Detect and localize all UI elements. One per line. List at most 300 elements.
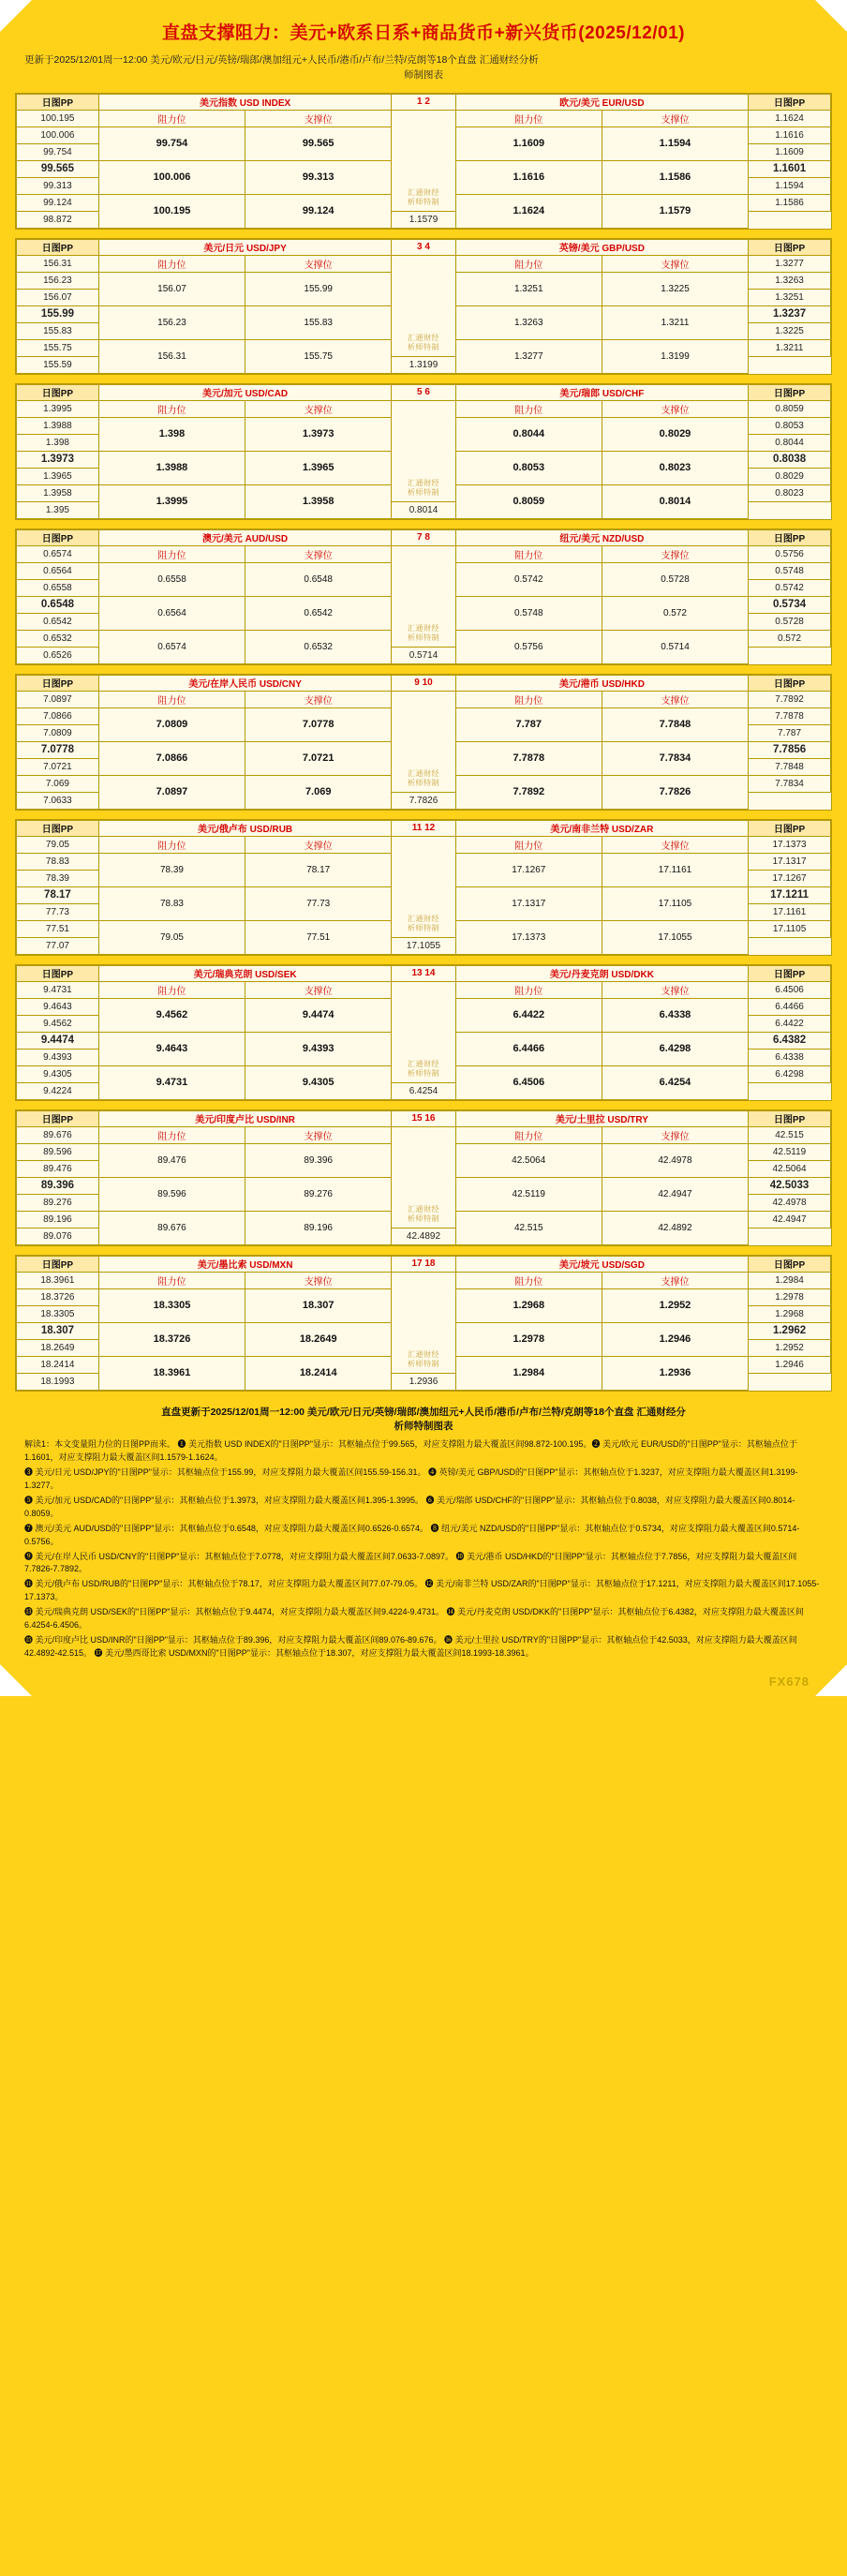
pp-value-left-6: 9.4224 bbox=[17, 1082, 99, 1099]
pair-title-left: 澳元/美元 AUD/USD bbox=[98, 529, 391, 545]
resistance-header-left: 阻力位 bbox=[98, 836, 245, 853]
footer-note-3: ❼ 澳元/美元 AUD/USD的"日图PP"显示：其枢轴点位于0.6548，对应支撑阻力最大覆盖区间0.6526-0.6574。 ❽ 纽元/美元 NZD/USD的"日图PP"显示：其枢轴点位于0.5734，对应支撑阻力最大覆盖区间0.5714-0.5756。 bbox=[24, 1523, 800, 1546]
resistance-header-right: 阻力位 bbox=[455, 836, 602, 853]
footer-heading bbox=[0, 1400, 847, 1439]
block-index: 17 18 bbox=[392, 1256, 455, 1272]
pp-value-left-5: 18.2414 bbox=[17, 1356, 99, 1373]
resistance-value-right-2: 42.515 bbox=[455, 1211, 602, 1244]
pp-value-left-5: 9.4305 bbox=[17, 1065, 99, 1082]
corner-decoration-bottom-left bbox=[0, 1664, 32, 1696]
watermark-text: 汇通财经 bbox=[407, 333, 439, 342]
pp-value-left-4: 89.276 bbox=[17, 1194, 99, 1211]
support-value-left-2: 0.6532 bbox=[245, 630, 392, 663]
support-value-left-2: 99.124 bbox=[245, 194, 392, 228]
pivot-table-block bbox=[15, 819, 832, 956]
pp-value-right-6: 1.3199 bbox=[392, 356, 455, 373]
resistance-header-left: 阻力位 bbox=[98, 400, 245, 417]
resistance-value-left-0: 0.6558 bbox=[98, 562, 245, 596]
pp-header-right: 日图PP bbox=[749, 965, 831, 981]
resistance-value-left-1: 78.83 bbox=[98, 886, 245, 920]
support-value-left-0: 155.99 bbox=[245, 272, 392, 305]
support-header-left: 支撑位 bbox=[245, 110, 392, 127]
pair-title-right: 美元/坡元 USD/SGD bbox=[455, 1256, 748, 1272]
resistance-header-right: 阻力位 bbox=[455, 110, 602, 127]
pair-title-left: 美元/加元 USD/CAD bbox=[98, 384, 391, 400]
support-value-left-0: 89.396 bbox=[245, 1143, 392, 1177]
pp-value-right-1: 1.1616 bbox=[749, 127, 831, 143]
resistance-header-left: 阻力位 bbox=[98, 1126, 245, 1143]
pp-value-right-0: 7.7892 bbox=[749, 691, 831, 707]
pp-value-right-4: 1.2952 bbox=[749, 1339, 831, 1356]
pp-value-left-3: 7.0778 bbox=[17, 741, 99, 758]
support-value-left-0: 9.4474 bbox=[245, 998, 392, 1032]
support-value-left-0: 99.565 bbox=[245, 127, 392, 160]
pp-header-left: 日图PP bbox=[17, 1110, 99, 1126]
pp-value-left-0: 9.4731 bbox=[17, 981, 99, 998]
pp-value-left-4: 7.0721 bbox=[17, 758, 99, 775]
pair-title-right: 欧元/美元 EUR/USD bbox=[455, 94, 748, 110]
pp-value-right-3: 17.1211 bbox=[749, 886, 831, 903]
support-header-left: 支撑位 bbox=[245, 836, 392, 853]
support-value-left-2: 89.196 bbox=[245, 1211, 392, 1244]
footer-heading-line-1: 直盘更新于2025/12/01周一12:00 美元/欧元/日元/英镑/瑞郎/澳加纽元+人民币/港币/卢布/兰特/克朗等18个直盘 汇通财经分 bbox=[161, 1406, 686, 1418]
support-value-left-2: 18.2414 bbox=[245, 1356, 392, 1390]
pp-value-left-2: 9.4562 bbox=[17, 1015, 99, 1032]
support-value-left-1: 77.73 bbox=[245, 886, 392, 920]
support-value-left-0: 78.17 bbox=[245, 853, 392, 886]
page-subtitle bbox=[0, 52, 847, 93]
support-value-right-0: 1.1594 bbox=[602, 127, 748, 160]
support-value-left-2: 9.4305 bbox=[245, 1065, 392, 1099]
pair-title-right: 英镑/美元 GBP/USD bbox=[455, 239, 748, 255]
pp-value-left-5: 0.6532 bbox=[17, 630, 99, 647]
resistance-value-right-1: 7.7878 bbox=[455, 741, 602, 775]
pp-value-right-4: 0.5728 bbox=[749, 613, 831, 630]
support-value-right-0: 42.4978 bbox=[602, 1143, 748, 1177]
pivot-table-block bbox=[15, 238, 832, 375]
resistance-value-right-0: 0.5742 bbox=[455, 562, 602, 596]
support-value-right-2: 1.3199 bbox=[602, 339, 748, 373]
spacer-cell bbox=[392, 1126, 455, 1228]
corner-decoration-top-left bbox=[0, 0, 32, 32]
resistance-value-left-2: 9.4731 bbox=[98, 1065, 245, 1099]
pp-value-left-6: 77.07 bbox=[17, 937, 99, 954]
support-value-left-1: 89.276 bbox=[245, 1177, 392, 1211]
footer-note-6: ⓭ 美元/瑞典克朗 USD/SEK的"日图PP"显示：其枢轴点位于9.4474，对应支撑阻力最大覆盖区间9.4224-9.4731。 ⓮ 美元/丹麦克朗 USD/DKK的"日图PP"显示：其枢轴点位于6.4382，对应支撑阻力最大覆盖区间6.4254-6.4506。 bbox=[24, 1607, 804, 1630]
support-value-left-2: 1.3958 bbox=[245, 484, 392, 518]
pp-value-right-2: 7.787 bbox=[749, 724, 831, 741]
resistance-value-left-1: 100.006 bbox=[98, 160, 245, 194]
pp-value-left-3: 78.17 bbox=[17, 886, 99, 903]
pp-value-left-6: 89.076 bbox=[17, 1228, 99, 1244]
pair-title-right: 美元/土里拉 USD/TRY bbox=[455, 1110, 748, 1126]
support-header-right: 支撑位 bbox=[602, 255, 748, 272]
pp-value-right-3: 0.8038 bbox=[749, 451, 831, 468]
pp-value-left-4: 1.3965 bbox=[17, 468, 99, 484]
pp-value-right-0: 0.5756 bbox=[749, 545, 831, 562]
support-value-right-1: 0.8023 bbox=[602, 451, 748, 484]
footer-heading-line-2: 析师特制图表 bbox=[394, 1421, 453, 1433]
pp-header-right: 日图PP bbox=[749, 239, 831, 255]
resistance-value-right-1: 1.3263 bbox=[455, 305, 602, 339]
pivot-table-block bbox=[15, 1109, 832, 1246]
resistance-value-right-0: 42.5064 bbox=[455, 1143, 602, 1177]
corner-decoration-bottom-right bbox=[815, 1664, 847, 1696]
pp-value-left-4: 77.73 bbox=[17, 903, 99, 920]
pp-value-left-2: 1.398 bbox=[17, 434, 99, 451]
watermark-text-2: 析师特制 bbox=[407, 197, 439, 206]
pair-title-right: 美元/南非兰特 USD/ZAR bbox=[455, 820, 748, 836]
pp-value-right-6: 17.1055 bbox=[392, 937, 455, 954]
resistance-value-right-2: 0.5756 bbox=[455, 630, 602, 663]
pp-value-left-2: 7.0809 bbox=[17, 724, 99, 741]
pp-value-left-5: 7.069 bbox=[17, 775, 99, 792]
support-header-left: 支撑位 bbox=[245, 1272, 392, 1288]
support-value-right-0: 1.3225 bbox=[602, 272, 748, 305]
support-header-right: 支撑位 bbox=[602, 836, 748, 853]
resistance-value-right-0: 7.787 bbox=[455, 707, 602, 741]
pp-value-left-3: 1.3973 bbox=[17, 451, 99, 468]
resistance-value-right-1: 42.5119 bbox=[455, 1177, 602, 1211]
pp-value-left-2: 78.39 bbox=[17, 870, 99, 886]
pp-value-right-5: 0.8023 bbox=[749, 484, 831, 501]
pp-value-right-5: 0.572 bbox=[749, 630, 831, 647]
support-header-left: 支撑位 bbox=[245, 691, 392, 707]
block-index: 7 8 bbox=[392, 529, 455, 545]
block-index: 13 14 bbox=[392, 965, 455, 981]
resistance-value-left-1: 7.0866 bbox=[98, 741, 245, 775]
support-value-right-2: 6.4254 bbox=[602, 1065, 748, 1099]
pivot-tables-container bbox=[0, 93, 847, 1392]
pp-value-left-0: 18.3961 bbox=[17, 1272, 99, 1288]
support-value-left-1: 9.4393 bbox=[245, 1032, 392, 1065]
support-value-right-1: 1.3211 bbox=[602, 305, 748, 339]
pp-value-left-1: 156.23 bbox=[17, 272, 99, 289]
pivot-table-block bbox=[15, 1255, 832, 1392]
resistance-value-left-2: 100.195 bbox=[98, 194, 245, 228]
support-value-left-2: 77.51 bbox=[245, 920, 392, 954]
support-value-right-1: 17.1105 bbox=[602, 886, 748, 920]
support-value-right-0: 0.5728 bbox=[602, 562, 748, 596]
pp-value-right-3: 1.2962 bbox=[749, 1322, 831, 1339]
pp-value-right-6: 42.4892 bbox=[392, 1228, 455, 1244]
pair-title-left: 美元/俄卢布 USD/RUB bbox=[98, 820, 391, 836]
pp-value-right-0: 6.4506 bbox=[749, 981, 831, 998]
pp-value-right-5: 6.4298 bbox=[749, 1065, 831, 1082]
pp-value-right-4: 7.7848 bbox=[749, 758, 831, 775]
pp-value-right-2: 1.2968 bbox=[749, 1305, 831, 1322]
pp-value-right-1: 7.7878 bbox=[749, 707, 831, 724]
pp-value-right-1: 1.2978 bbox=[749, 1288, 831, 1305]
resistance-value-right-1: 6.4466 bbox=[455, 1032, 602, 1065]
pp-value-left-0: 79.05 bbox=[17, 836, 99, 853]
pair-title-right: 美元/港币 USD/HKD bbox=[455, 675, 748, 691]
pp-header-right: 日图PP bbox=[749, 529, 831, 545]
pp-value-right-0: 42.515 bbox=[749, 1126, 831, 1143]
support-header-right: 支撑位 bbox=[602, 400, 748, 417]
pp-header-right: 日图PP bbox=[749, 1110, 831, 1126]
pp-value-right-5: 1.1586 bbox=[749, 194, 831, 211]
resistance-value-left-1: 9.4643 bbox=[98, 1032, 245, 1065]
support-header-right: 支撑位 bbox=[602, 110, 748, 127]
pp-value-right-2: 1.3251 bbox=[749, 289, 831, 305]
pp-value-left-5: 89.196 bbox=[17, 1211, 99, 1228]
support-value-left-1: 99.313 bbox=[245, 160, 392, 194]
pp-header-left: 日图PP bbox=[17, 675, 99, 691]
support-value-right-1: 7.7834 bbox=[602, 741, 748, 775]
footer-note-7: ⓯ 美元/印度卢比 USD/INR的"日图PP"显示：其枢轴点位于89.396，对应支撑阻力最大覆盖区间89.076-89.676。 ⓰ 美元/土里拉 USD/TRY的"日图PP"显示：其枢轴点位于42.5033，对应支撑阻力最大覆盖区间42.4892-42.515。 ⓱ 美元/墨西哥比索 USD/MXN的"日图PP"显示：其枢轴点位于18.307，对应支撑阻力最大覆盖区间18.1993-18.3961。 bbox=[24, 1635, 797, 1659]
pivot-table-block bbox=[15, 93, 832, 230]
support-value-right-1: 42.4947 bbox=[602, 1177, 748, 1211]
support-value-left-0: 1.3973 bbox=[245, 417, 392, 451]
pp-value-right-5: 1.2946 bbox=[749, 1356, 831, 1373]
pp-value-right-1: 1.3263 bbox=[749, 272, 831, 289]
resistance-value-right-2: 1.2984 bbox=[455, 1356, 602, 1390]
pp-value-left-2: 89.476 bbox=[17, 1160, 99, 1177]
support-value-right-0: 7.7848 bbox=[602, 707, 748, 741]
pair-title-left: 美元/墨比索 USD/MXN bbox=[98, 1256, 391, 1272]
watermark-text: 汇通财经 bbox=[407, 187, 439, 197]
pp-value-left-6: 7.0633 bbox=[17, 792, 99, 809]
pivot-table-block bbox=[15, 383, 832, 520]
pp-header-left: 日图PP bbox=[17, 820, 99, 836]
pp-value-left-0: 100.195 bbox=[17, 110, 99, 127]
corner-decoration-top-right bbox=[815, 0, 847, 32]
support-value-left-0: 0.6548 bbox=[245, 562, 392, 596]
spacer-cell bbox=[392, 545, 455, 647]
resistance-value-left-0: 156.07 bbox=[98, 272, 245, 305]
pp-value-right-2: 0.5742 bbox=[749, 579, 831, 596]
pp-value-right-6: 1.1579 bbox=[392, 211, 455, 228]
pp-value-left-0: 7.0897 bbox=[17, 691, 99, 707]
watermark-text: 汇通财经 bbox=[407, 623, 439, 633]
pp-value-left-0: 156.31 bbox=[17, 255, 99, 272]
resistance-value-right-2: 7.7892 bbox=[455, 775, 602, 809]
pp-header-left: 日图PP bbox=[17, 1256, 99, 1272]
support-value-left-1: 18.2649 bbox=[245, 1322, 392, 1356]
pp-value-right-6: 1.2936 bbox=[392, 1373, 455, 1390]
resistance-header-left: 阻力位 bbox=[98, 691, 245, 707]
pp-value-left-4: 9.4393 bbox=[17, 1049, 99, 1065]
pp-value-right-2: 6.4422 bbox=[749, 1015, 831, 1032]
support-value-right-1: 0.572 bbox=[602, 596, 748, 630]
resistance-value-left-2: 0.6574 bbox=[98, 630, 245, 663]
footer-note-1: ❸ 美元/日元 USD/JPY的"日图PP"显示：其枢轴点位于155.99，对应支撑阻力最大覆盖区间155.59-156.31。 ❹ 英镑/美元 GBP/USD的"日图PP"显示：其枢轴点位于1.3237，对应支撑阻力最大覆盖区间1.3199-1.3277。 bbox=[24, 1467, 798, 1490]
watermark-text: 汇通财经 bbox=[407, 768, 439, 778]
pp-value-left-3: 99.565 bbox=[17, 160, 99, 177]
support-value-right-1: 1.1586 bbox=[602, 160, 748, 194]
pp-value-right-1: 17.1317 bbox=[749, 853, 831, 870]
support-value-left-1: 155.83 bbox=[245, 305, 392, 339]
pp-value-right-6: 7.7826 bbox=[392, 792, 455, 809]
pp-value-right-0: 0.8059 bbox=[749, 400, 831, 417]
pp-header-left: 日图PP bbox=[17, 529, 99, 545]
resistance-value-left-1: 1.3988 bbox=[98, 451, 245, 484]
support-header-left: 支撑位 bbox=[245, 400, 392, 417]
pp-value-right-1: 6.4466 bbox=[749, 998, 831, 1015]
pair-title-left: 美元指数 USD INDEX bbox=[98, 94, 391, 110]
pp-value-left-1: 89.596 bbox=[17, 1143, 99, 1160]
pp-value-left-5: 77.51 bbox=[17, 920, 99, 937]
watermark-text: 汇通财经 bbox=[407, 478, 439, 487]
pp-value-left-3: 155.99 bbox=[17, 305, 99, 322]
spacer-cell bbox=[392, 981, 455, 1082]
subtitle-line-2: 师制图表 bbox=[404, 68, 443, 81]
watermark-text-2: 析师特制 bbox=[407, 633, 439, 642]
support-header-left: 支撑位 bbox=[245, 255, 392, 272]
resistance-value-left-1: 18.3726 bbox=[98, 1322, 245, 1356]
pp-value-left-0: 0.6574 bbox=[17, 545, 99, 562]
resistance-value-left-2: 89.676 bbox=[98, 1211, 245, 1244]
pp-value-right-4: 6.4338 bbox=[749, 1049, 831, 1065]
block-index: 11 12 bbox=[392, 820, 455, 836]
pp-value-left-1: 18.3726 bbox=[17, 1288, 99, 1305]
footer-notes bbox=[0, 1438, 847, 1672]
resistance-value-left-0: 78.39 bbox=[98, 853, 245, 886]
pp-value-left-1: 0.6564 bbox=[17, 562, 99, 579]
resistance-value-right-0: 1.1609 bbox=[455, 127, 602, 160]
block-index: 15 16 bbox=[392, 1110, 455, 1126]
watermark-text: 汇通财经 bbox=[407, 1059, 439, 1068]
pp-value-left-1: 9.4643 bbox=[17, 998, 99, 1015]
resistance-value-right-0: 1.2968 bbox=[455, 1288, 602, 1322]
pp-value-left-6: 18.1993 bbox=[17, 1373, 99, 1390]
pp-header-right: 日图PP bbox=[749, 1256, 831, 1272]
pp-value-left-5: 155.75 bbox=[17, 339, 99, 356]
spacer-cell bbox=[392, 691, 455, 792]
pp-value-left-4: 0.6542 bbox=[17, 613, 99, 630]
resistance-header-right: 阻力位 bbox=[455, 545, 602, 562]
pair-title-left: 美元/在岸人民币 USD/CNY bbox=[98, 675, 391, 691]
watermark-text-2: 析师特制 bbox=[407, 1214, 439, 1223]
resistance-value-left-1: 0.6564 bbox=[98, 596, 245, 630]
pair-title-right: 美元/瑞郎 USD/CHF bbox=[455, 384, 748, 400]
pp-value-right-5: 1.3211 bbox=[749, 339, 831, 356]
pp-value-left-6: 98.872 bbox=[17, 211, 99, 228]
watermark-text-2: 析师特制 bbox=[407, 487, 439, 497]
support-header-right: 支撑位 bbox=[602, 1272, 748, 1288]
watermark-text-2: 析师特制 bbox=[407, 923, 439, 932]
support-header-right: 支撑位 bbox=[602, 545, 748, 562]
block-index: 5 6 bbox=[392, 384, 455, 400]
footer-note-2: ❺ 美元/加元 USD/CAD的"日图PP"显示：其枢轴点位于1.3973，对应支撑阻力最大覆盖区间1.395-1.3995。 ❻ 美元/瑞郎 USD/CHF的"日图PP"显示：其枢轴点位于0.8038，对应支撑阻力最大覆盖区间0.8014-0.8059。 bbox=[24, 1495, 795, 1518]
pp-value-right-3: 7.7856 bbox=[749, 741, 831, 758]
brand-logo: FX678 bbox=[768, 1675, 810, 1689]
pp-header-left: 日图PP bbox=[17, 94, 99, 110]
resistance-value-right-1: 17.1317 bbox=[455, 886, 602, 920]
pp-header-left: 日图PP bbox=[17, 384, 99, 400]
pp-value-right-6: 0.5714 bbox=[392, 647, 455, 663]
watermark-text: 汇通财经 bbox=[407, 914, 439, 923]
watermark-text: 汇通财经 bbox=[407, 1204, 439, 1214]
pp-value-left-6: 1.395 bbox=[17, 501, 99, 518]
support-value-right-2: 1.1579 bbox=[602, 194, 748, 228]
resistance-value-left-0: 18.3305 bbox=[98, 1288, 245, 1322]
pp-value-right-4: 42.4978 bbox=[749, 1194, 831, 1211]
pp-value-right-3: 1.3237 bbox=[749, 305, 831, 322]
support-value-right-0: 6.4338 bbox=[602, 998, 748, 1032]
resistance-value-right-0: 6.4422 bbox=[455, 998, 602, 1032]
pp-value-left-1: 78.83 bbox=[17, 853, 99, 870]
pp-value-left-5: 99.124 bbox=[17, 194, 99, 211]
resistance-value-left-0: 9.4562 bbox=[98, 998, 245, 1032]
pair-title-right: 美元/丹麦克朗 USD/DKK bbox=[455, 965, 748, 981]
pivot-table-block bbox=[15, 964, 832, 1101]
pp-value-left-1: 7.0866 bbox=[17, 707, 99, 724]
pp-value-left-3: 0.6548 bbox=[17, 596, 99, 613]
spacer-cell bbox=[392, 110, 455, 211]
support-value-right-2: 1.2936 bbox=[602, 1356, 748, 1390]
resistance-header-right: 阻力位 bbox=[455, 1126, 602, 1143]
pp-value-right-4: 17.1161 bbox=[749, 903, 831, 920]
support-value-right-2: 0.8014 bbox=[602, 484, 748, 518]
resistance-value-right-2: 17.1373 bbox=[455, 920, 602, 954]
resistance-value-left-2: 18.3961 bbox=[98, 1356, 245, 1390]
support-header-right: 支撑位 bbox=[602, 691, 748, 707]
pivot-table-block bbox=[15, 529, 832, 665]
resistance-header-right: 阻力位 bbox=[455, 691, 602, 707]
support-value-left-1: 7.0721 bbox=[245, 741, 392, 775]
support-header-left: 支撑位 bbox=[245, 545, 392, 562]
footer-note-5: ⓫ 美元/俄卢布 USD/RUB的"日图PP"显示：其枢轴点位于78.17，对应支撑阻力最大覆盖区间77.07-79.05。 ⓬ 美元/南非兰特 USD/ZAR的"日图PP"显示：其枢轴点位于17.1211，对应支撑阻力最大覆盖区间17.1055-17.1373。 bbox=[24, 1579, 820, 1602]
watermark-text-2: 析师特制 bbox=[407, 1359, 439, 1368]
footer-note-0: 解读1：本文变量阻力位的日图PP而来。 ❶ 美元指数 USD INDEX的"日图PP"显示：其枢轴点位于99.565，对应支撑阻力最大覆盖区间98.872-100.195。❷ 美元/欧元 EUR/USD的"日图PP"显示：其枢轴点位于1.1601，对应支撑阻力最大覆盖区间1.1579-1.1624。 bbox=[24, 1439, 797, 1462]
pp-value-left-1: 1.3988 bbox=[17, 417, 99, 434]
pp-value-left-2: 0.6558 bbox=[17, 579, 99, 596]
resistance-header-left: 阻力位 bbox=[98, 110, 245, 127]
resistance-header-right: 阻力位 bbox=[455, 255, 602, 272]
resistance-value-left-1: 89.596 bbox=[98, 1177, 245, 1211]
support-value-right-2: 42.4892 bbox=[602, 1211, 748, 1244]
pp-value-left-1: 100.006 bbox=[17, 127, 99, 143]
pp-value-left-3: 18.307 bbox=[17, 1322, 99, 1339]
resistance-value-right-1: 0.8053 bbox=[455, 451, 602, 484]
pair-title-left: 美元/日元 USD/JPY bbox=[98, 239, 391, 255]
resistance-header-left: 阻力位 bbox=[98, 1272, 245, 1288]
pp-header-right: 日图PP bbox=[749, 675, 831, 691]
pp-value-right-3: 1.1601 bbox=[749, 160, 831, 177]
pp-value-right-3: 6.4382 bbox=[749, 1032, 831, 1049]
support-value-left-1: 1.3965 bbox=[245, 451, 392, 484]
pp-value-right-1: 0.5748 bbox=[749, 562, 831, 579]
pp-value-right-0: 1.2984 bbox=[749, 1272, 831, 1288]
spacer-cell bbox=[392, 1272, 455, 1373]
support-value-right-2: 7.7826 bbox=[602, 775, 748, 809]
block-index: 3 4 bbox=[392, 239, 455, 255]
resistance-value-right-1: 1.2978 bbox=[455, 1322, 602, 1356]
pp-value-right-0: 1.1624 bbox=[749, 110, 831, 127]
watermark-text-2: 析师特制 bbox=[407, 1068, 439, 1078]
resistance-value-right-1: 0.5748 bbox=[455, 596, 602, 630]
support-value-right-1: 1.2946 bbox=[602, 1322, 748, 1356]
resistance-value-right-2: 1.3277 bbox=[455, 339, 602, 373]
support-value-left-0: 18.307 bbox=[245, 1288, 392, 1322]
pp-value-left-3: 89.396 bbox=[17, 1177, 99, 1194]
pp-value-left-2: 18.3305 bbox=[17, 1305, 99, 1322]
pp-value-left-0: 1.3995 bbox=[17, 400, 99, 417]
resistance-header-left: 阻力位 bbox=[98, 981, 245, 998]
resistance-value-left-0: 99.754 bbox=[98, 127, 245, 160]
resistance-value-left-0: 1.398 bbox=[98, 417, 245, 451]
resistance-header-right: 阻力位 bbox=[455, 1272, 602, 1288]
pp-value-right-4: 1.1594 bbox=[749, 177, 831, 194]
support-value-left-2: 155.75 bbox=[245, 339, 392, 373]
resistance-value-right-0: 17.1267 bbox=[455, 853, 602, 886]
resistance-value-right-0: 1.3251 bbox=[455, 272, 602, 305]
pp-value-right-6: 6.4254 bbox=[392, 1082, 455, 1099]
resistance-value-right-1: 1.1616 bbox=[455, 160, 602, 194]
pp-value-right-3: 0.5734 bbox=[749, 596, 831, 613]
